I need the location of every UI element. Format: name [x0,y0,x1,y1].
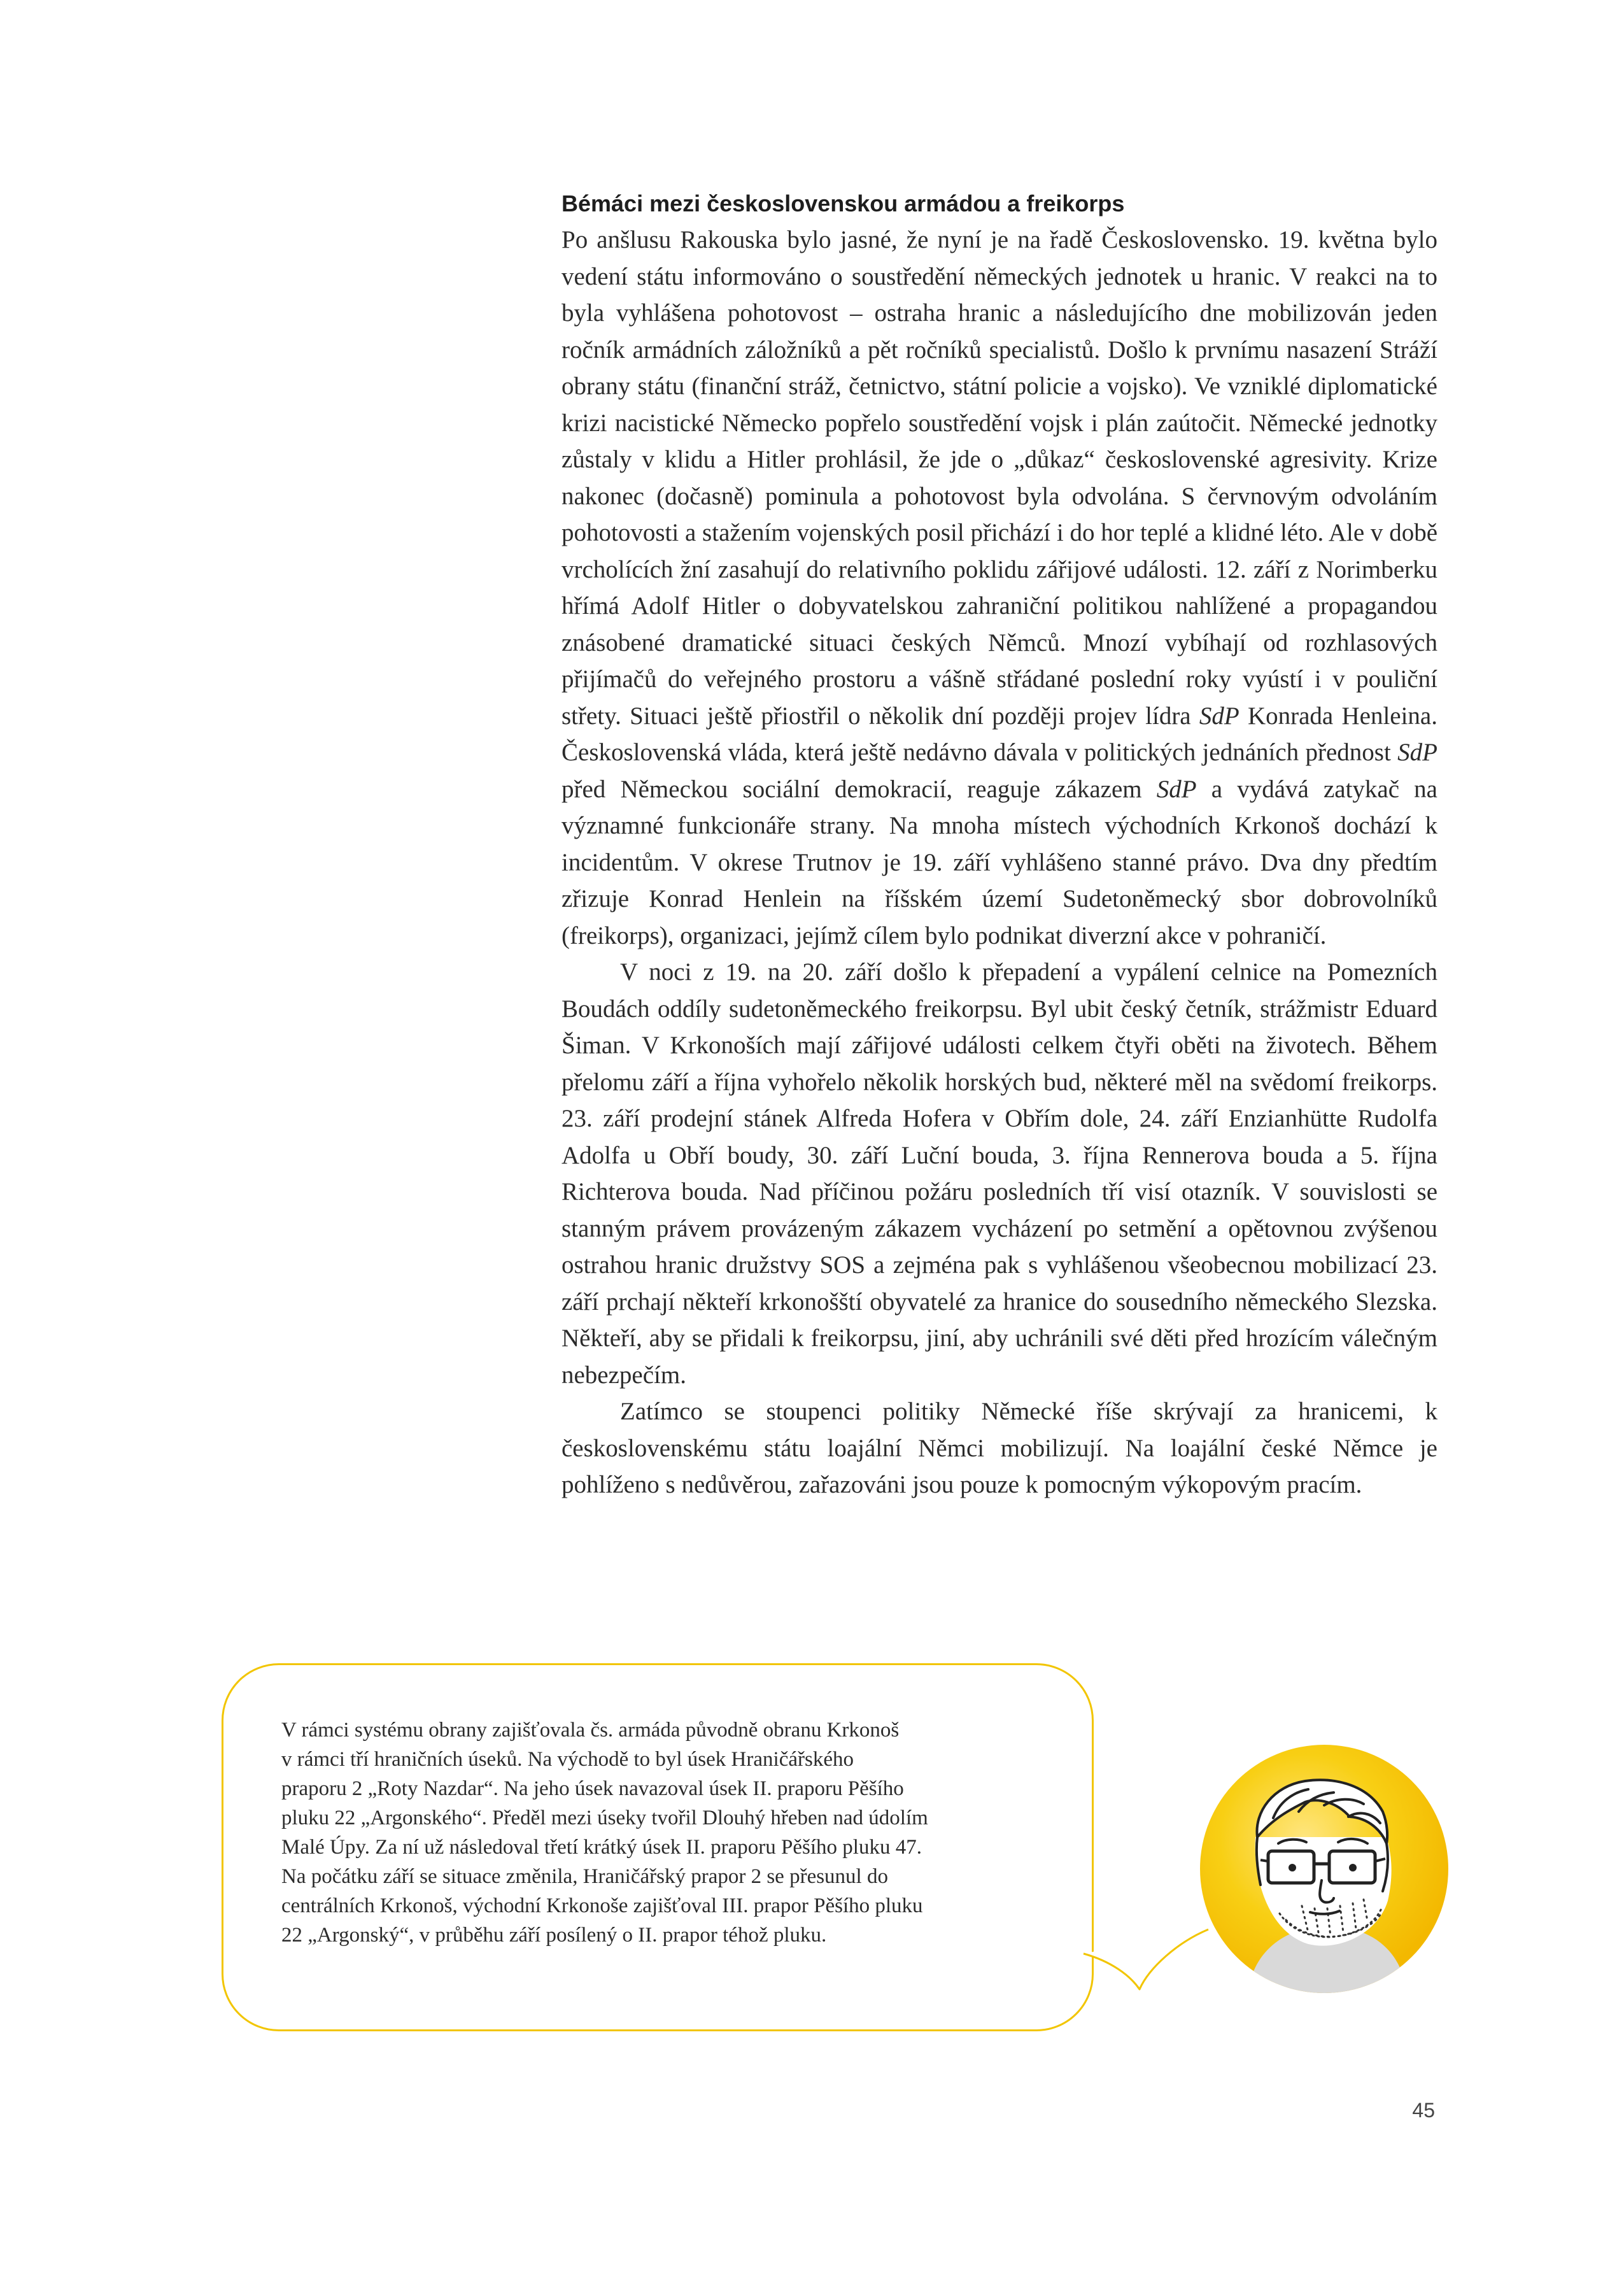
party-abbreviation: SdP [1397,739,1437,766]
section-heading: Bémáci mezi československou armádou a freikorps [561,190,1125,217]
note-line: pluku 22 „Argonského“. Předěl mezi úseky tvořil Dlouhý hřeben nad údolím [281,1807,928,1829]
party-abbreviation: SdP [1156,775,1197,803]
narrator-portrait-icon [1197,1742,1451,1996]
paragraph-1 [561,222,1437,954]
speech-bubble-tail [1082,1904,1210,1993]
paragraph-2: V noci z 19. na 20. září došlo k přepadení a vypálení celnice na Pomezních Boudách oddíly sudetoněmeckého freikorpsu. Byl ubit český četník, strážmistr Eduard Šiman. V Krkonoších mají zářijové události celkem čtyři oběti na životech. Během přelomu září a října vyhořelo několik horských bud, některé měl na svědomí freikorps. 23. září prodejní stánek Alfreda Hofera v Obřím dole, 24. září Enzianhütte Rudolfa Adolfa u Obří boudy, 30. září Luční bouda, 3. října Rennerova bouda a 5. října Richterova bouda. Nad příčinou požáru posledních tří visí otazník. V souvislosti se stanným právem provázeným zákazem vycházení po setmění a opětovnou zvýšenou ostrahou hranic družstvy SOS a zejména pak s vyhlášenou všeobecnou mobilizací 23. září prchají někteří krkonošští obyvatelé za hranice do sousedního německého Slezska. Někteří, aby se přidali k freikorpsu, jiní, aby uchránili své děti před hrozícím válečným nebezpečím. [561,958,1437,1389]
paragraph-1-text-a: Po anšlusu Rakouska bylo jasné, že nyní je na řadě Československo. 19. května bylo vedení státu informováno o soustředění německých jednotek u hranic. V reakci na to byla vyhlášena pohotovost – ostraha hranic a následujícího dne mobilizován jeden ročník armádních záložníků a pět ročníků specialistů. Došlo k prvnímu nasazení Stráží obrany státu (finanční stráž, četnictvo, státní policie a vojsko). Ve vzniklé diplomatické krizi nacistické Německo popřelo soustředění vojsk i plán zaútočit. Německé jednotky zůstaly v klidu a Hitler prohlásil, že jde o „důkaz“ československé agresivity. Krize nakonec (dočasně) pominula a pohotovost byla odvolána. S červnovým odvoláním pohotovosti a stažením vojenských posil přichází i do hor teplé a klidné léto. Ale v době vrcholících žní zasahují do relativního poklidu zářijové události. 12. září z Norimberku hřímá Adolf Hitler o dobyvatelskou zahraniční politikou nahlížené a propagandou znásobené dramatické situaci českých Němců. Mnozí vybíhají od rozhlasových přijímačů do veřejného prostoru a vášně střádané poslední roky vyústí i v pouliční střety. Situaci ještě přiostřil o několik dní později projev lídra [561,226,1437,730]
note-line: Malé Úpy. Za ní už následoval třetí krátký úsek II. praporu Pěšího pluku 47. [281,1836,922,1859]
article [561,186,1437,1503]
paragraph-1-text-b: Konrada Henleina. Československá vláda, která ještě nedávno dávala v politických jednáních přednost [561,702,1437,766]
sidebar-note [281,1715,1061,1950]
note-line: V rámci systému obrany zajišťovala čs. armáda původně obranu Krkonoš [281,1719,900,1742]
paragraph-3: Zatímco se stoupenci politiky Německé říše skrývají za hranicemi, k československému státu loajální Němci mobilizují. Na loajální české Němce je pohlíženo s nedůvěrou, zařazováni jsou pouze k pomocným výkopovým pracím. [561,1398,1437,1498]
paragraph-1-text-c: před Německou sociální demokracií, reaguje zákazem [561,775,1157,803]
page-number: 45 [1412,2099,1435,2122]
party-abbreviation: SdP [1199,702,1239,730]
paragraph-1-text-d: a vydává zatykač na významné funkcionáře strany. Na mnoha místech východních Krkonoš dochází k incidentům. V okrese Trutnov je 19. září vyhlášeno stanné právo. Dva dny předtím zřizuje Konrad Henlein na říšském území Sudetoněmecký sbor dobrovolníků (freikorps), organizaci, jejímž cílem bylo podnikat diverzní akce v pohraničí. [561,775,1437,949]
note-line: Na počátku září se situace změnila, Hraničářský prapor 2 se přesunul do [281,1865,888,1888]
note-line: praporu 2 „Roty Nazdar“. Na jeho úsek navazoval úsek II. praporu Pěšího [281,1777,904,1800]
note-line: 22 „Argonský“, v průběhu září posílený o II. prapor téhož pluku. [281,1924,827,1947]
note-line: centrálních Krkonoš, východní Krkonoše zajišťoval III. prapor Pěšího pluku [281,1894,923,1917]
note-line: v rámci tří hraničních úseků. Na východě to byl úsek Hraničářského [281,1748,854,1771]
